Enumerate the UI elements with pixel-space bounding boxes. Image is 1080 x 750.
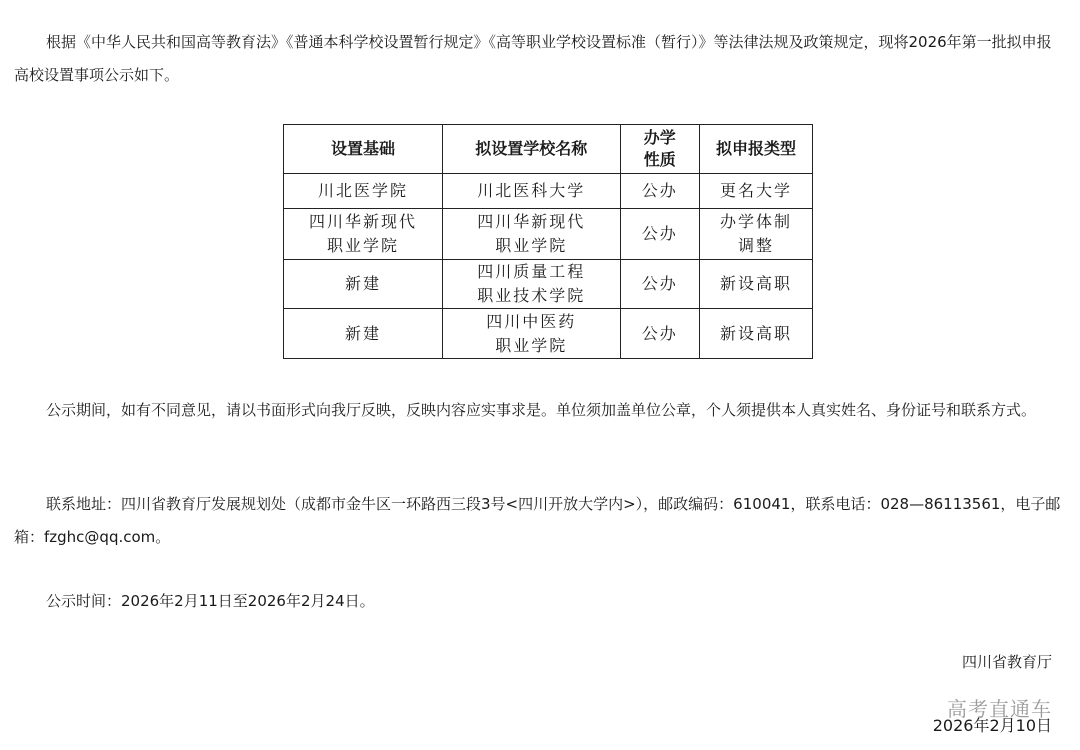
cell-basis — [284, 260, 443, 309]
cell-text: 新设高职 — [720, 274, 793, 293]
cell-school-name — [443, 309, 620, 359]
header-cell-nature — [620, 125, 700, 174]
header-basis-label: 设置基础 — [331, 139, 396, 158]
publicity-period-paragraph: 公示时间：2026年2月11日至2026年2月24日。 — [46, 592, 375, 610]
cell-text: 职业学院 — [495, 335, 568, 355]
cell-nature — [620, 174, 700, 209]
table-header-row — [284, 125, 813, 174]
cell-text: 办学体制 — [720, 212, 793, 231]
cell-text: 职业技术学院 — [477, 286, 586, 305]
cell-text: 新建 — [345, 323, 382, 343]
cell-school-name — [443, 260, 620, 309]
cell-basis — [284, 174, 443, 209]
cell-nature — [620, 209, 700, 260]
header-cell-name — [443, 125, 620, 174]
cell-type — [700, 309, 813, 359]
cell-school-name — [443, 174, 620, 209]
header-cell-basis — [284, 125, 443, 174]
header-cell-type — [700, 125, 813, 174]
cell-text: 公办 — [641, 224, 678, 243]
cell-type — [700, 260, 813, 309]
cell-text: 新设高职 — [720, 323, 793, 343]
school-setup-table — [283, 124, 813, 359]
cell-text: 四川中医药 — [486, 311, 577, 331]
header-name-label: 拟设置学校名称 — [475, 139, 588, 158]
table-row — [284, 260, 813, 309]
table-row — [284, 174, 813, 209]
issue-date: 2026年2月10日 — [932, 716, 1052, 735]
cell-text: 职业学院 — [327, 236, 400, 255]
cell-text: 川北医学院 — [318, 181, 409, 200]
cell-text: 四川质量工程 — [477, 262, 586, 281]
cell-type — [700, 174, 813, 209]
table-row — [284, 309, 813, 359]
cell-text: 更名大学 — [720, 181, 793, 200]
cell-text: 公办 — [641, 181, 678, 200]
cell-school-name — [443, 209, 620, 260]
cell-text: 公办 — [641, 274, 678, 293]
table-row — [284, 209, 813, 260]
cell-text: 公办 — [641, 323, 678, 343]
cell-text: 职业学院 — [495, 236, 568, 255]
cell-basis — [284, 309, 443, 359]
feedback-notice-paragraph: 公示期间，如有不同意见，请以书面形式向我厅反映，反映内容应实事求是。单位须加盖单位公章，个人须提供本人真实姓名、身份证号和联系方式。 — [46, 401, 1037, 419]
cell-nature — [620, 260, 700, 309]
cell-text: 新建 — [345, 274, 382, 293]
header-nature-label-line2: 性质 — [643, 150, 676, 169]
cell-text: 调整 — [738, 236, 775, 255]
cell-basis — [284, 209, 443, 260]
cell-type — [700, 209, 813, 260]
header-nature-label-line1: 办学 — [643, 128, 676, 147]
watermark: 高考直通车 — [947, 697, 1052, 721]
contact-paragraph: 联系地址：四川省教育厅发展规划处（成都市金牛区一环路西三段3号<四川开放大学内>），邮政编码：610041，联系电话：028—86113561，电子邮箱：fzghc@qq.com。 — [14, 495, 1061, 546]
cell-text: 四川华新现代 — [477, 212, 586, 231]
header-type-label: 拟申报类型 — [716, 139, 797, 158]
cell-text: 四川华新现代 — [309, 212, 418, 231]
intro-paragraph: 根据《中华人民共和国高等教育法》《普通本科学校设置暂行规定》《高等职业学校设置标准（暂行）》等法律法规及政策规定，现将2026年第一批拟申报高校设置事项公示如下。 — [14, 33, 1052, 84]
cell-text: 川北医科大学 — [477, 181, 586, 200]
issuer-name: 四川省教育厅 — [961, 653, 1052, 671]
cell-nature — [620, 309, 700, 359]
